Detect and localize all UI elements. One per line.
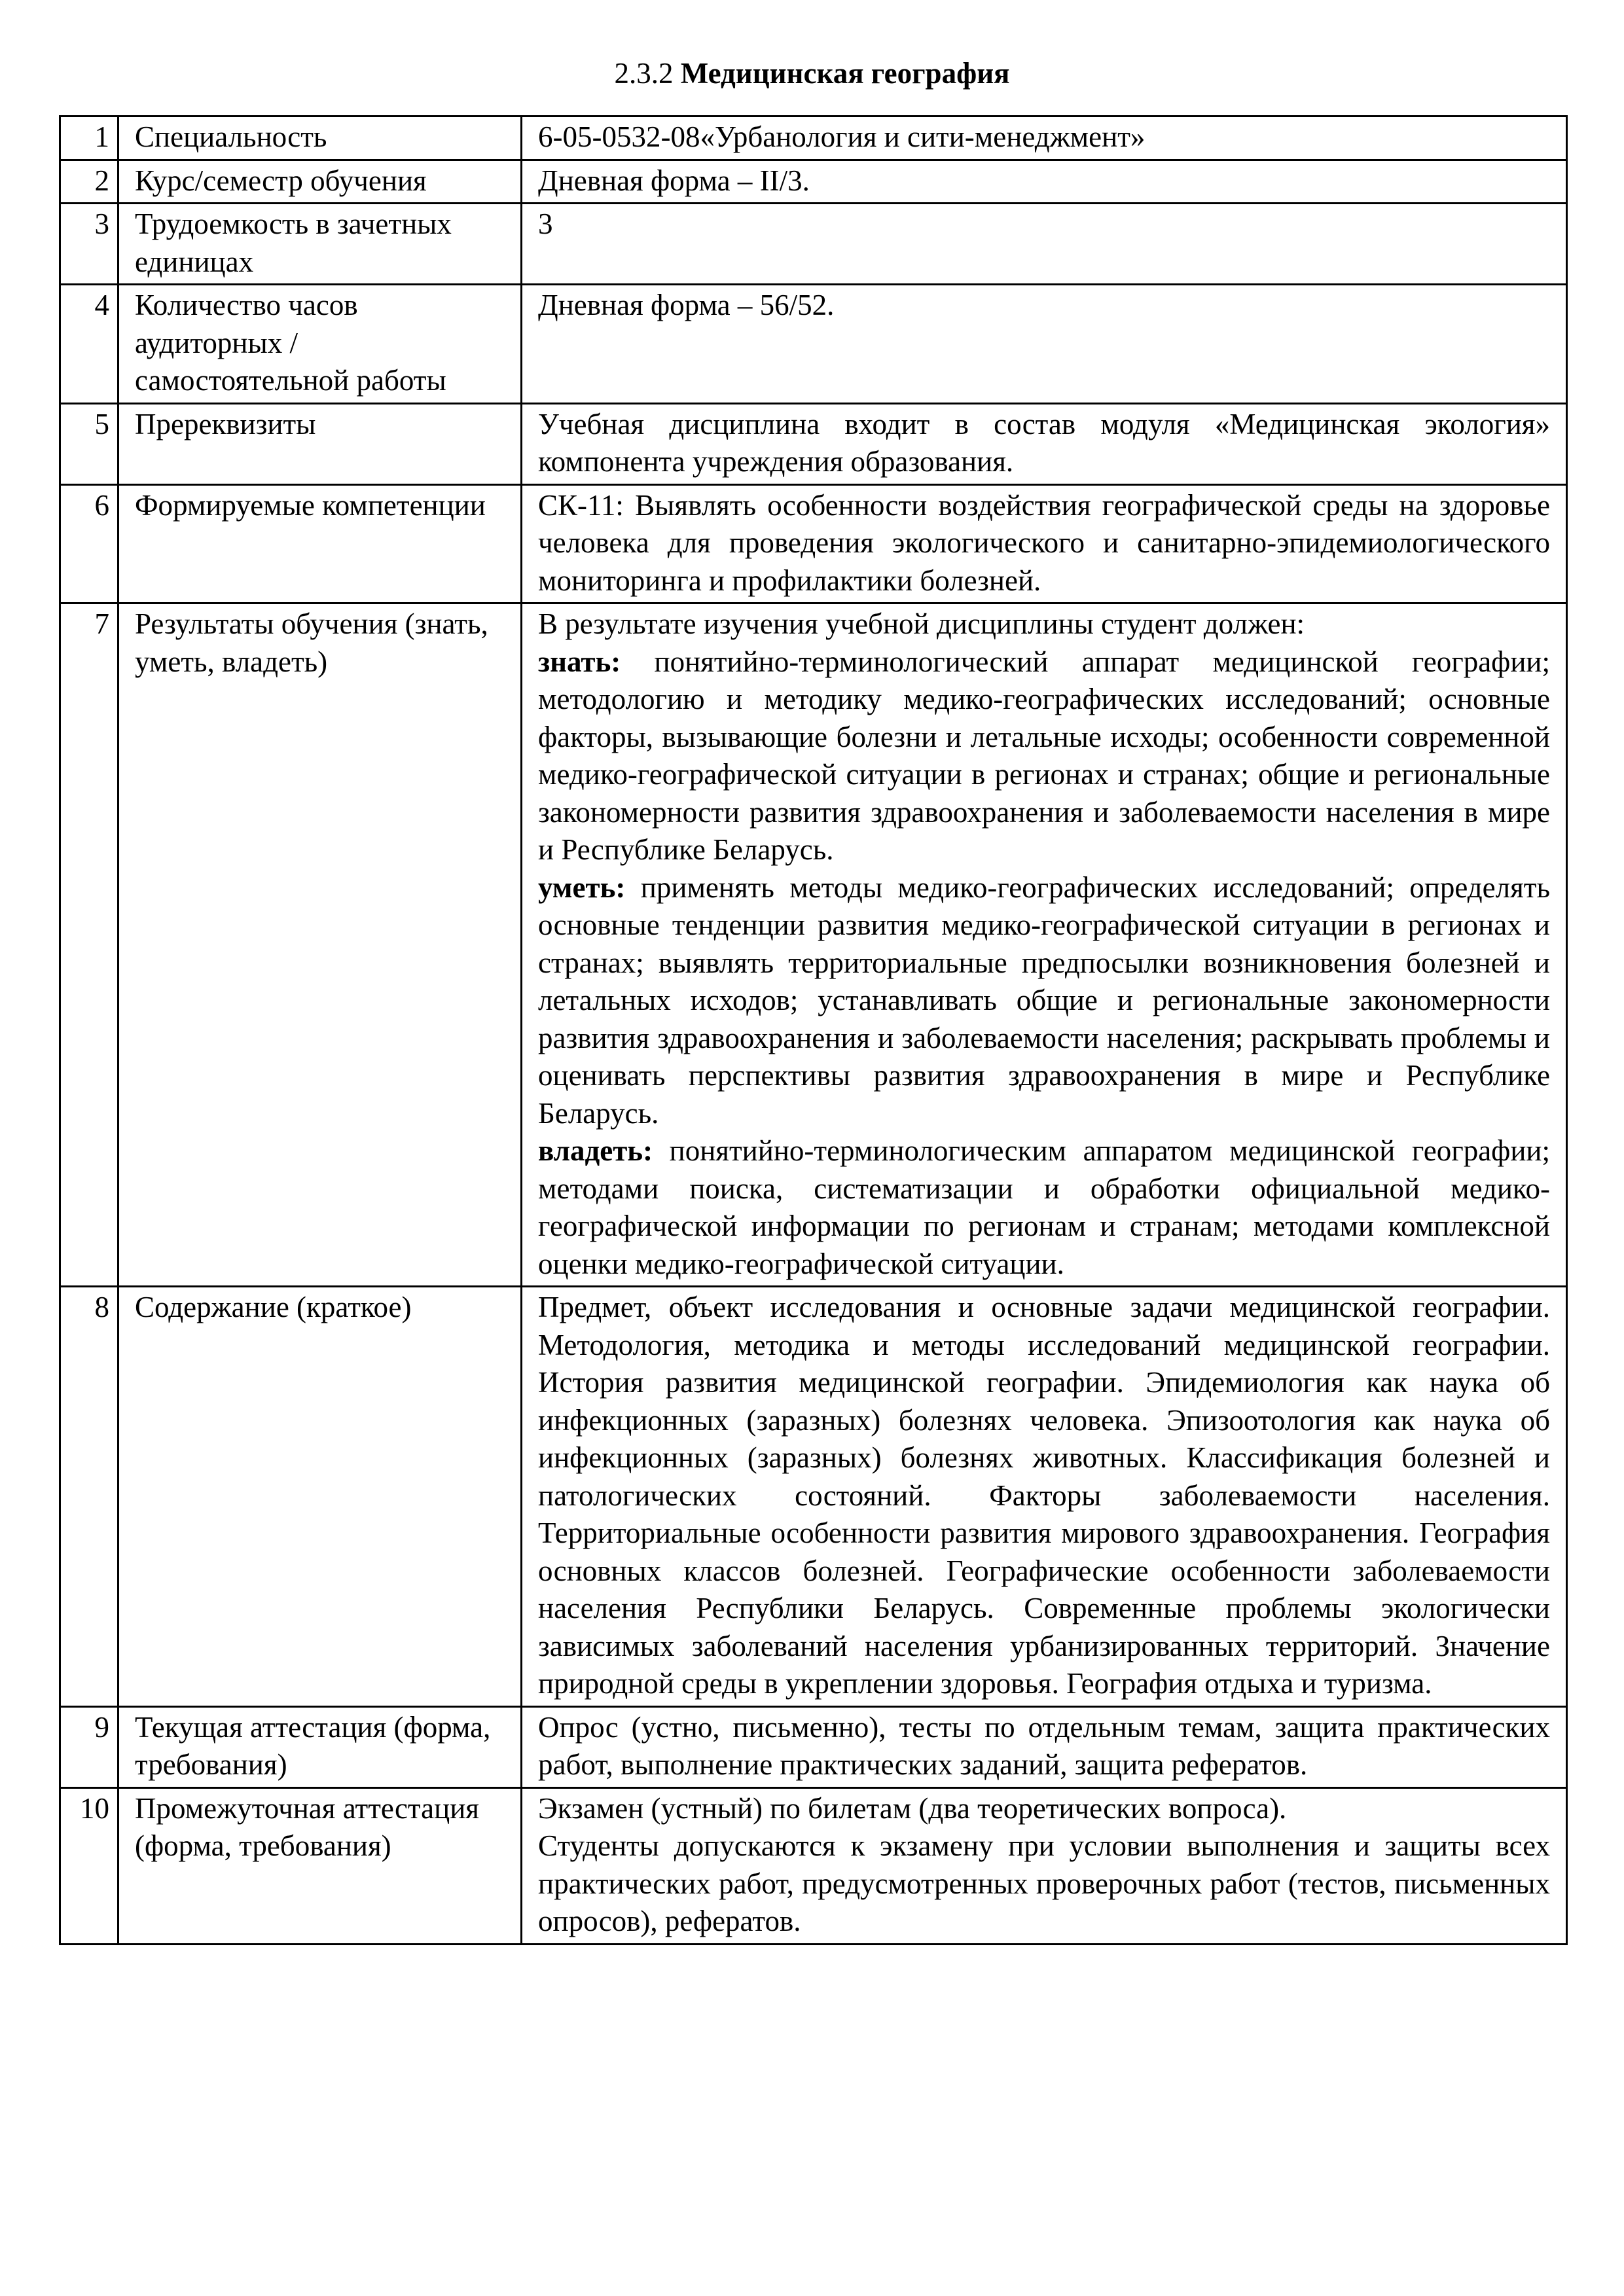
row-label: Количество часов аудиторных / самостоятельной работы (118, 285, 522, 404)
row-number: 6 (60, 484, 118, 603)
table-row (60, 484, 1567, 603)
table-row (60, 285, 1567, 404)
row-value: Предмет, объект исследования и основные задачи медицинской географии. Методология, методика и методы исследований медицинской географии. История развития медицинской географии. Эпидемиология как наука об инфекционных (заразных) болезнях человека. Эпизоотология как наука об инфекционных (заразных) болезнях животных. Классификация болезней и патологических состояний. Факторы заболеваемости населения. Территориальные особенности развития мирового здравоохранения. География основных классов болезней. Географические особенности заболеваемости населения Республики Беларусь. Современные проблемы экологически зависимых заболеваний населения урбанизированных территорий. Значение природной среды в укреплении здоровья. География отдыха и туризма. (522, 1287, 1567, 1707)
row-label: Курс/семестр обучения (118, 160, 522, 204)
row-number: 4 (60, 285, 118, 404)
syllabus-table (59, 115, 1568, 1945)
row-label-line: Промежуточная аттестация (135, 1791, 479, 1825)
table-row (60, 1706, 1567, 1787)
table-row (60, 117, 1567, 160)
row-label: Формируемые компетенции (118, 484, 522, 603)
row-value: Опрос (устно, письменно), тесты по отдельным темам, защита практических работ, выполнение практических заданий, защита рефератов. (522, 1706, 1567, 1787)
row-label-line: (форма, требования) (135, 1829, 391, 1862)
row-number: 8 (60, 1287, 118, 1707)
row-number: 10 (60, 1787, 118, 1944)
row-label: Результаты обучения (знать, уметь, владеть) (118, 603, 522, 1287)
page-title (0, 55, 1624, 92)
section-name: Медицинская география (680, 57, 1010, 90)
row-number: 3 (60, 204, 118, 285)
row-value: Дневная форма – II/3. (522, 160, 1567, 204)
results-can (538, 869, 1550, 1133)
row-number: 9 (60, 1706, 118, 1787)
row-label: Специальность (118, 117, 522, 160)
row-value: Учебная дисциплина входит в состав модуля «Медицинская экология» компонента учреждения образования. (522, 403, 1567, 484)
row-number: 2 (60, 160, 118, 204)
row-value: 3 (522, 204, 1567, 285)
row-label: Содержание (краткое) (118, 1287, 522, 1707)
results-intro: В результате изучения учебной дисциплины студент должен: (538, 607, 1305, 640)
know-label: знать: (538, 645, 621, 678)
row-label: Пререквизиты (118, 403, 522, 484)
table-row (60, 1287, 1567, 1707)
own-text: понятийно-терминологическим аппаратом медицинской географии; методами поиска, систематизации и обработки официальной медико-географической информации по регионам и странам; методами комплексной оценки медико-географической ситуации. (538, 1134, 1551, 1280)
row-number: 7 (60, 603, 118, 1287)
can-label: уметь: (538, 870, 626, 904)
row-value (522, 1787, 1567, 1944)
row-value: Дневная форма – 56/52. (522, 285, 1567, 404)
row-value (522, 603, 1567, 1287)
table-row (60, 204, 1567, 285)
row-label (118, 1787, 522, 1944)
know-text: понятийно-терминологический аппарат медицинской географии; методологию и методику медико-географических исследований; основные факторы, вызывающие болезни и летальные исходы; особенности современной медико-географической ситуации в регионах и странах; общие и региональные закономерности развития здравоохранения и заболеваемости населения в мире и Республике Беларусь. (538, 645, 1551, 866)
table-row (60, 403, 1567, 484)
own-label: владеть: (538, 1134, 653, 1167)
exam-format: Экзамен (устный) по билетам (два теоретических вопроса). (538, 1791, 1287, 1825)
row-value: СК-11: Выявлять особенности воздействия географической среды на здоровье человека для проведения экологического и санитарно-эпидемиологического мониторинга и профилактики болезней. (522, 484, 1567, 603)
row-number: 5 (60, 403, 118, 484)
table-row (60, 1787, 1567, 1944)
exam-admission: Студенты допускаются к экзамену при условии выполнения и защиты всех практических работ, предусмотренных проверочных работ (тестов, письменных опросов), рефератов. (538, 1829, 1550, 1937)
table-row (60, 603, 1567, 1287)
can-text: применять методы медико-географических исследований; определять основные тенденции развития медико-географической ситуации в регионах и странах; выявлять территориальные предпосылки возникновения болезней и летальных исходов; устанавливать общие и региональные закономерности развития здравоохранения и заболеваемости населения; раскрывать проблемы и оценивать перспективы развития здравоохранения в мире и Республике Беларусь. (538, 870, 1550, 1130)
row-number: 1 (60, 117, 118, 160)
row-value: 6-05-0532-08«Урбанология и сити-менеджмент» (522, 117, 1567, 160)
table-row (60, 160, 1567, 204)
section-number: 2.3.2 (614, 57, 674, 90)
results-own (538, 1132, 1550, 1283)
row-label: Трудоемкость в зачетных единицах (118, 204, 522, 285)
results-know (538, 643, 1550, 869)
row-label: Текущая аттестация (форма, требования) (118, 1706, 522, 1787)
